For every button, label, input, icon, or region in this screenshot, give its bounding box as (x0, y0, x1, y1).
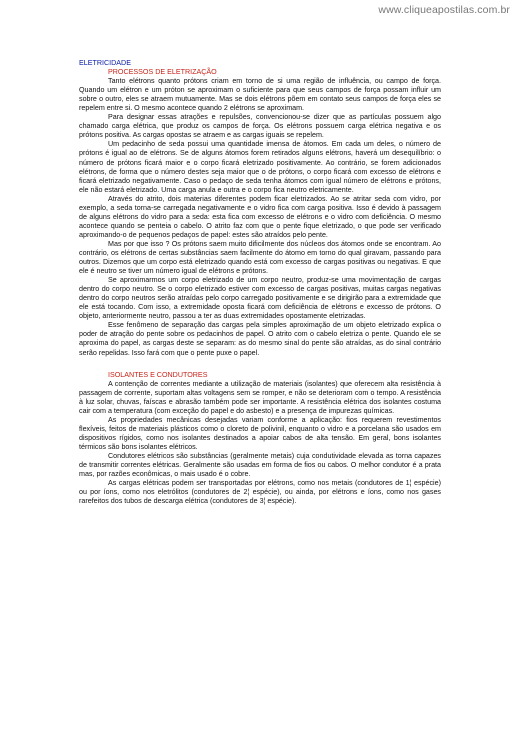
paragraph: A contenção de correntes mediante a utilização de materiais (isolantes) que oferecem alta resistência à passagem de corrente, suportam altas voltagens sem se romper, e não se deterioram com o tempo. A resistência à luz solar, chuvas, faíscas e abrasão também pode ser importante. A resistência elétrica dos isolantes costuma cair com a temperatura (com exceção do papel e do asbesto) e a presença de impurezas químicas. (79, 379, 441, 415)
section-title: ELETRICIDADE (79, 59, 131, 67)
paragraph: Esse fenômeno de separação das cargas pela simples aproximação de um objeto eletrizado explica o poder de atração do pente sobre os pedacinhos de papel. O atrito com o cabelo eletriza o pente. Quando ele se aproxima do papel, as cargas deste se separam: as do mesmo sinal do pente são atraídas, as do sinal contrário serão repelidas. Isso fará com que o pente puxe o papel. (79, 321, 441, 357)
site-url[interactable]: www.cliqueapostilas.com.br (378, 4, 510, 16)
paragraph: Condutores elétricos são substâncias (geralmente metais) cuja condutividade elevada as torna capazes de transmitir correntes elétricas. Geralmente são usadas em forma de fios ou cabos. O melhor condutor é a prata mas, por razões econômicas, o mais usado é o cobre. (79, 451, 441, 479)
document-body (79, 59, 441, 506)
paragraph: Para designar essas atrações e repulsões, convencionou-se dizer que as partículas possuem algo chamado carga elétrica, que produz os campos de força. Os elétrons possuem carga elétrica negativa e os prótons positiva. As cargas opostas se atraem e as cargas iguais se repelem. (79, 113, 441, 140)
section-subtitle-isolantes: ISOLANTES E CONDUTORES (108, 370, 208, 379)
paragraph: As cargas elétricas podem ser transportadas por elétrons, como nos metais (condutores de 1¦ espécie) ou por íons, como nos eletrólitos (condutores de 2¦ espécie), ou ainda, por elétrons e íons, como nos gases rarefeitos dos tubos de descarga elétrica (condutores de 3¦ espécie). (79, 479, 441, 506)
paragraph: Um pedacinho de seda possui uma quantidade imensa de átomos. Em cada um deles, o número de prótons é igual ao de elétrons. Se de alguns átomos forem retirados alguns elétrons, haverá um desequilíbrio: o número de prótons ficará maior e o corpo ficará eletrizado positivamente. Ao contrário, se forem adicionados elétrons, de forma que o número destes seja maior que o de prótons, o corpo ficará com excesso de elétrons e ficará eletrizado negativamente. Caso o pedaço de seda tenha átomos com igual número de elétrons e prótons, ele não estará eletrizado. Uma carga anula e outra e o corpo fica neutro eletricamente. (79, 140, 441, 194)
paragraph: Tanto elétrons quanto prótons criam em torno de si uma região de influência, ou campo de força. Quando um elétron e um próton se aproximam o suficiente para que seus campos de força possam influir um sobre o outro, eles se atraem mutuamente. Mas se dois elétrons põem em contato seus campos de força eles se repelem entre si. O mesmo acontece quando 2 elétrons se aproximam. (79, 77, 441, 113)
section-subtitle-eletrizacao: PROCESSOS DE ELETRIZAÇÃO (108, 68, 217, 77)
paragraph: As propriedades mecânicas desejadas variam conforme a aplicação: fios requerem revestimentos flexíveis, feitos de materiais plásticos como o cloreto de polivinil, enquanto o vidro e a porcelana são usados em dispositivos rígidos, como nos isolantes destinados a apoiar cabos de alta tensão. Em geral, bons isolantes térmicos são bons isolantes elétricos. (79, 415, 441, 451)
paragraph: Se aproximarmos um corpo eletrizado de um corpo neutro, produz-se uma movimentação de cargas dentro do corpo neutro. Se o corpo eletrizado estiver com excesso de cargas positivas, muitas cargas negativas dentro do corpo neutros serão atraídas pelo corpo carregado positivamente e se dirigirão para a extremidade que ele está tocando. Com isso, a extremidade oposta ficará com deficiência de elétrons e excesso de prótons. O objeto, anteriormente neutro, passou a ter as duas extremidades opostamente eletrizadas. (79, 276, 441, 321)
paragraph: Através do atrito, dois materias diferentes podem ficar eletrizados. Ao se atritar seda com vidro, por exemplo, a seda torna-se carregada negativamente e o vidro fica com carga positiva. Isso é devido à passagem de alguns elétrons do vidro para a seda: esta fica com excesso de elétrons e o vidro com deficiência. O mesmo acontece quando se penteia o cabelo. O atrito faz com que o pente fique eletrizado, o que pode ser verificado aproximando-o de pequenos pedaços de papel: estes são atraídos pelo pente. (79, 194, 441, 239)
paragraph: Mas por que isso ? Os prótons saem muito dificilmente dos núcleos dos átomos onde se encontram. Ao contrário, os elétrons de certas substâncias saem facilmente do átomo em torno do qual giravam, passando para outros. Dizemos que um corpo está eletrizado quando está com excesso de cargas positivas ou negativas. E que ele é neutro se tiver um número igual de elétrons e prótons. (79, 239, 441, 276)
